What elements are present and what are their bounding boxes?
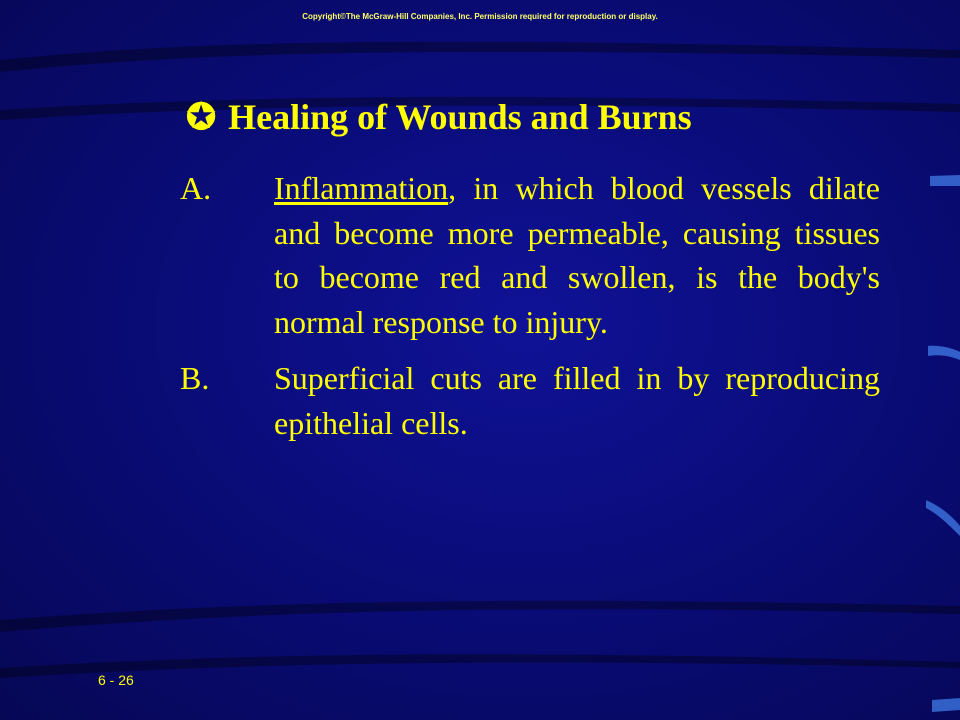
star-bullet-icon: ✪ (186, 97, 217, 137)
list-item-body: , in which blood vessels dilate and become more permeable, causing tissues to become red and swollen, is the body's normal response to injury. (274, 170, 880, 340)
list-item-letter: A. (180, 170, 212, 206)
slide-title-text: Healing of Wounds and Burns (228, 97, 692, 137)
copyright-notice: Copyright©The McGraw-Hill Companies, Inc. Permission required for reproduction or display. (302, 12, 658, 21)
slide-title (186, 96, 692, 138)
key-term: Inflammation (274, 170, 449, 206)
list-item-text: Superficial cuts are filled in by reproducing epithelial cells. (274, 360, 880, 441)
list-item (180, 356, 880, 445)
list-item-letter: B. (180, 360, 210, 396)
list-item (180, 166, 880, 344)
slide-number: 6 - 26 (98, 672, 134, 688)
list-item-text (274, 166, 880, 344)
content-list (180, 166, 880, 457)
